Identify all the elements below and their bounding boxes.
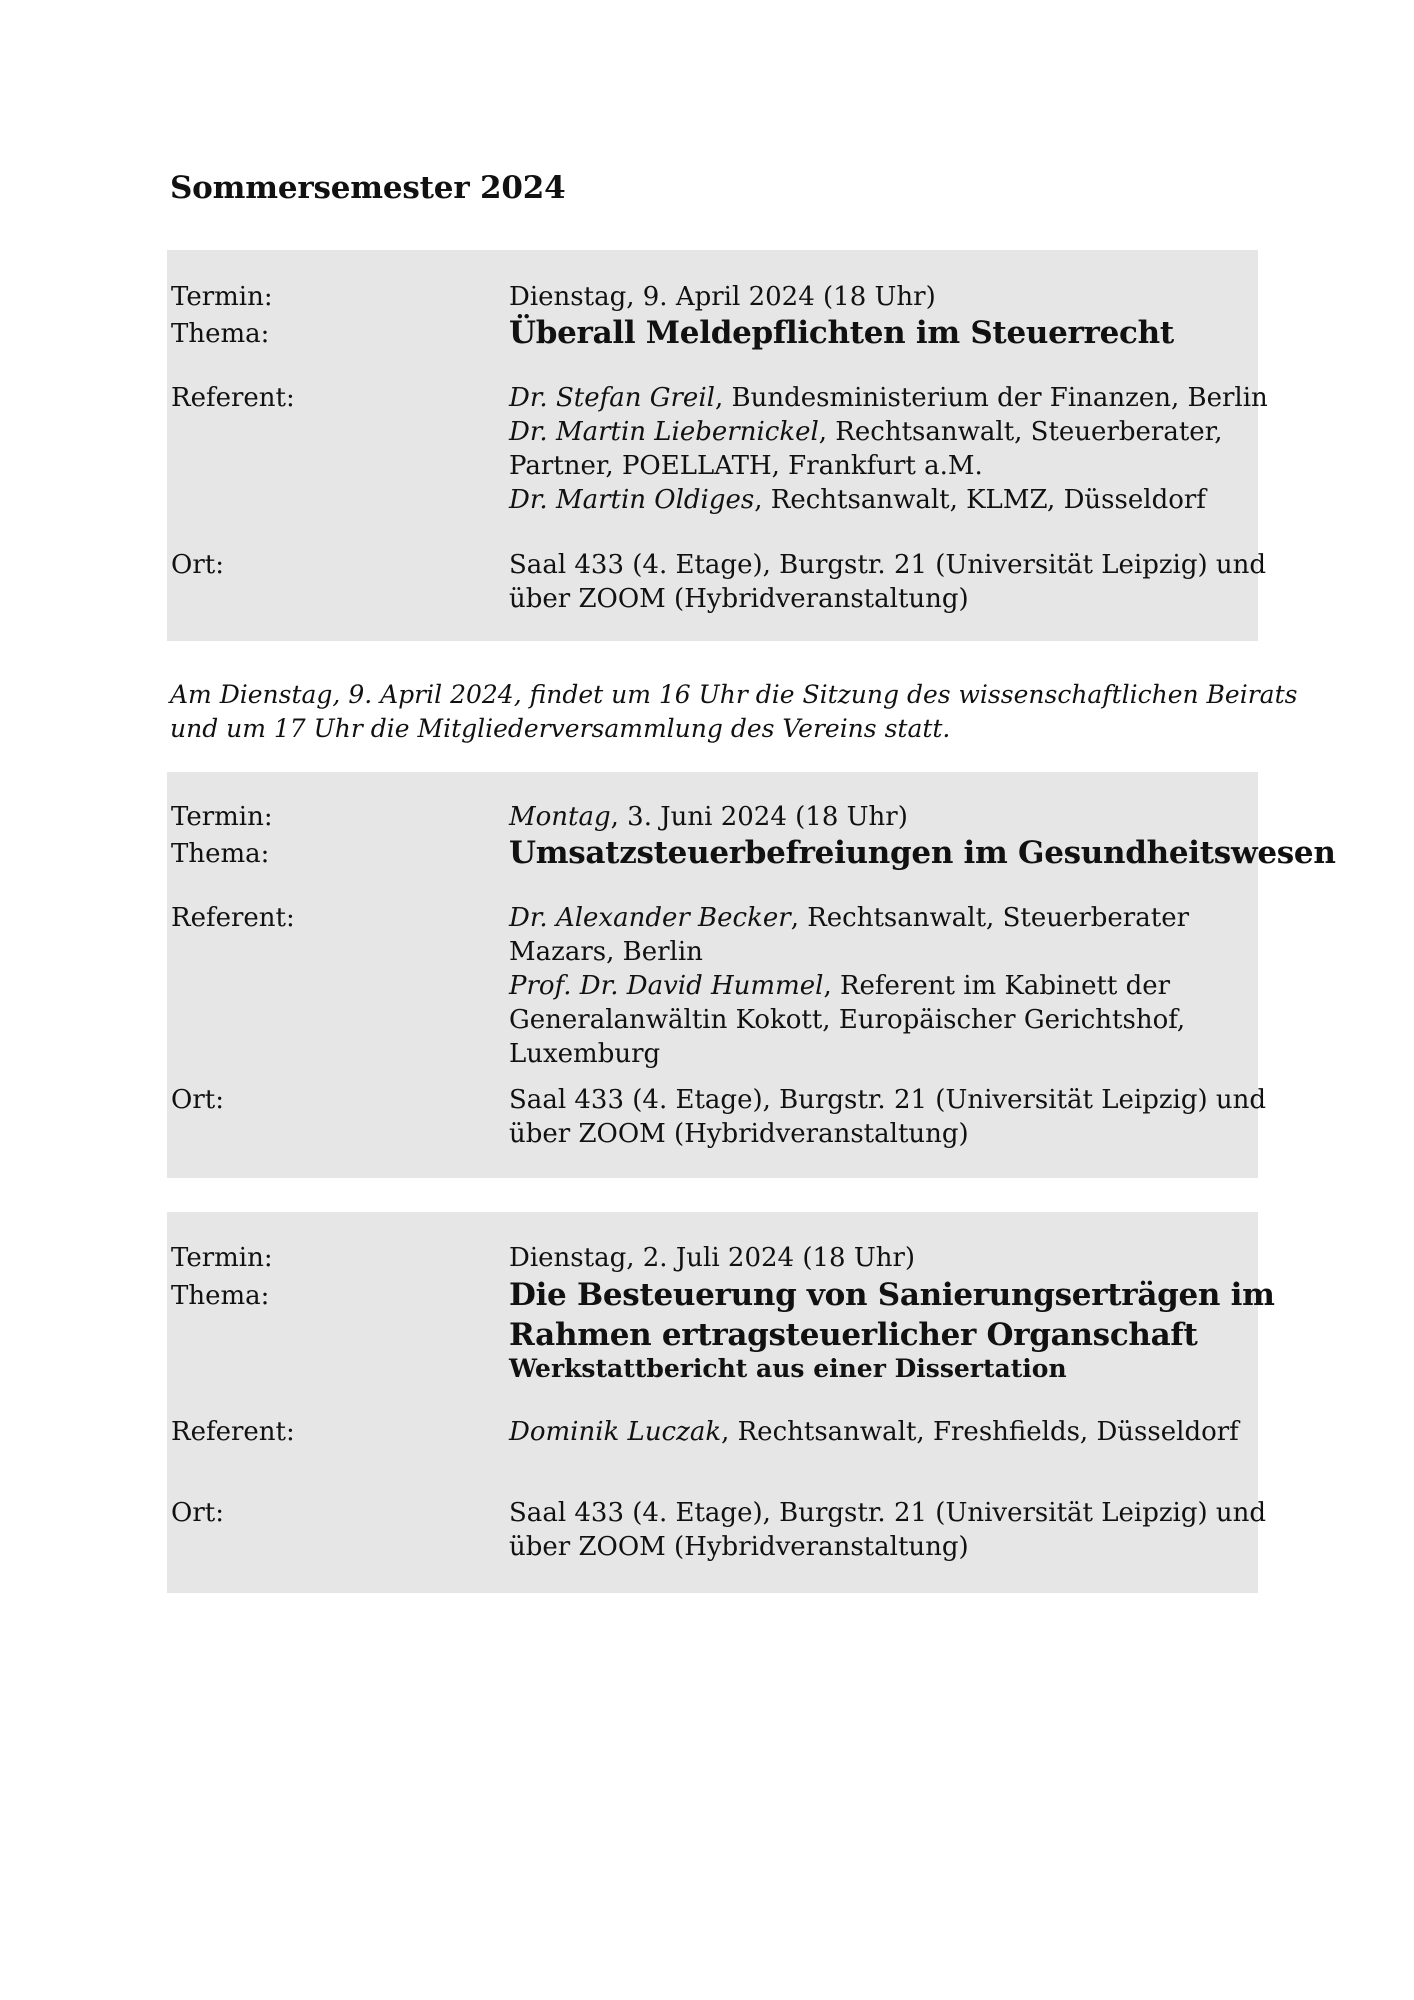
referent-line [509, 449, 1268, 483]
event-box-1 [167, 250, 1268, 641]
thema-title-line: Umsatzsteuerbefreiungen im Gesundheitswesen [509, 835, 1336, 871]
referent-label: Referent: [171, 383, 295, 413]
termin-value [509, 280, 936, 314]
thema-title-line: Überall Meldepflichten im Steuerrecht [509, 315, 1174, 351]
termin-date: , 9. April 2024 (18 Uhr) [626, 282, 936, 312]
referent-affiliation: Generalanwältin Kokott, Europäischer Gerichtshof, [509, 1005, 1186, 1035]
event-box-3 [167, 1212, 1275, 1593]
thema-title [509, 833, 1336, 873]
termin-value [509, 800, 908, 834]
ort-line: über ZOOM (Hybridveranstaltung) [509, 1532, 969, 1562]
referent-label: Referent: [171, 1417, 295, 1447]
termin-date: , 3. Juni 2024 (18 Uhr) [610, 802, 908, 832]
member-meeting-note [170, 678, 1297, 746]
referent-affiliation: Mazars, Berlin [509, 937, 703, 967]
note-line: und um 17 Uhr die Mitgliederversammlung des Vereins statt. [170, 714, 951, 743]
referent-name: Dr. Stefan Greil [509, 383, 715, 413]
referent-line [509, 483, 1268, 517]
thema-title [509, 1275, 1275, 1355]
referent-line [509, 381, 1268, 415]
ort-label: Ort: [171, 1498, 224, 1528]
referent-list [509, 1415, 1239, 1449]
thema-label: Thema: [171, 1281, 270, 1311]
referent-line [509, 901, 1189, 935]
referent-affiliation: , Rechtsanwalt, KLMZ, Düsseldorf [754, 485, 1206, 515]
ort-value [509, 1496, 1266, 1564]
referent-line [509, 1037, 1189, 1071]
termin-label: Termin: [171, 1243, 273, 1273]
termin-value [509, 1241, 915, 1275]
thema-title-line: Die Besteuerung von Sanierungserträgen im [509, 1277, 1275, 1313]
ort-label: Ort: [171, 550, 224, 580]
referent-line [509, 969, 1189, 1003]
ort-value [509, 548, 1266, 616]
ort-label: Ort: [171, 1085, 224, 1115]
thema-title [509, 313, 1174, 353]
referent-name: Dr. Martin Oldiges [509, 485, 755, 515]
referent-name: Prof. Dr. David Hummel [509, 971, 824, 1001]
referent-affiliation: , Bundesministerium der Finanzen, Berlin [714, 383, 1268, 413]
thema-title-line: Rahmen ertragsteuerlicher Organschaft [509, 1317, 1198, 1353]
termin-label: Termin: [171, 282, 273, 312]
thema-label: Thema: [171, 839, 270, 869]
referent-line [509, 415, 1268, 449]
referent-name: Dr. Alexander Becker [509, 903, 791, 933]
referent-affiliation: Luxemburg [509, 1039, 661, 1069]
referent-name: Dr. Martin Liebernickel [509, 417, 819, 447]
ort-line: über ZOOM (Hybridveranstaltung) [509, 1119, 969, 1149]
referent-affiliation: Partner, POELLATH, Frankfurt a.M. [509, 451, 983, 481]
termin-day: Montag [509, 802, 611, 832]
referent-affiliation: , Rechtsanwalt, Steuerberater [790, 903, 1190, 933]
referent-list [509, 381, 1268, 517]
termin-date: , 2. Juli 2024 (18 Uhr) [626, 1243, 916, 1273]
event-box-2 [167, 772, 1336, 1178]
thema-subtitle: Werkstattbericht aus einer Dissertation [509, 1354, 1067, 1383]
ort-line: Saal 433 (4. Etage), Burgstr. 21 (Universität Leipzig) und [509, 1498, 1267, 1528]
referent-list [509, 901, 1189, 1071]
referent-affiliation: , Rechtsanwalt, Freshfields, Düsseldorf [721, 1417, 1239, 1447]
termin-day: Dienstag [509, 282, 627, 312]
referent-line [509, 935, 1189, 969]
ort-line: Saal 433 (4. Etage), Burgstr. 21 (Universität Leipzig) und [509, 1085, 1267, 1115]
referent-line [509, 1415, 1239, 1449]
referent-line [509, 1003, 1189, 1037]
ort-line: über ZOOM (Hybridveranstaltung) [509, 584, 969, 614]
referent-name: Dominik Luczak [509, 1417, 722, 1447]
termin-day: Dienstag [509, 1243, 627, 1273]
referent-affiliation: , Rechtsanwalt, Steuerberater, [818, 417, 1223, 447]
note-line: Am Dienstag, 9. April 2024, findet um 16 Uhr die Sitzung des wissenschaftlichen Beirats [170, 680, 1298, 709]
termin-label: Termin: [171, 802, 273, 832]
ort-value [509, 1083, 1266, 1151]
thema-label: Thema: [171, 319, 270, 349]
page-title: Sommersemester 2024 [170, 170, 566, 206]
referent-label: Referent: [171, 903, 295, 933]
ort-line: Saal 433 (4. Etage), Burgstr. 21 (Universität Leipzig) und [509, 550, 1267, 580]
referent-affiliation: , Referent im Kabinett der [823, 971, 1171, 1001]
